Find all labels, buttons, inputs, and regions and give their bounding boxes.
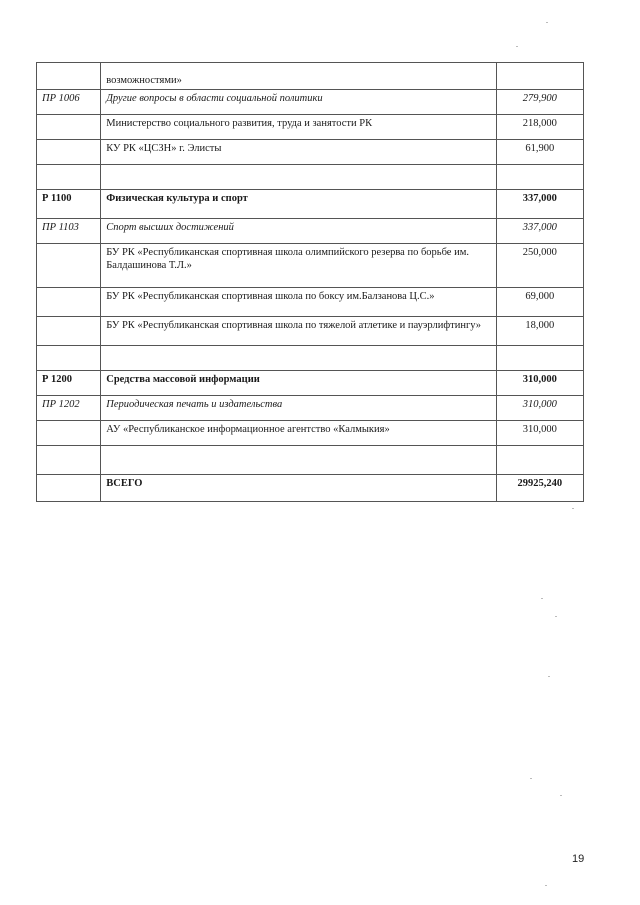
scan-speck: [555, 616, 557, 617]
row-name: БУ РК «Республиканская спортивная школа олимпийского резерва по борьбе им. Балдашинова Т.Л.»: [101, 244, 496, 288]
table-row: [37, 475, 584, 502]
row-name: Министерство социального развития, труда и занятости РК: [101, 115, 496, 140]
scan-speck: [548, 676, 550, 677]
table-row: [37, 115, 584, 140]
row-amount: 29925,240: [496, 475, 583, 502]
row-name: БУ РК «Республиканская спортивная школа по тяжелой атлетике и пауэрлифтингу»: [101, 317, 496, 346]
scan-speck: [541, 598, 543, 599]
row-amount: 61,900: [496, 140, 583, 165]
row-name: БУ РК «Республиканская спортивная школа по боксу им.Балзанова Ц.С.»: [101, 288, 496, 317]
table-row: [37, 396, 584, 421]
row-amount: 279,900: [496, 90, 583, 115]
row-code: ПР 1103: [37, 219, 101, 244]
row-name: [101, 446, 496, 475]
table-row: [37, 446, 584, 475]
table-row: [37, 421, 584, 446]
budget-table-body: [37, 63, 584, 502]
row-name: Спорт высших достижений: [101, 219, 496, 244]
scan-speck: [545, 885, 547, 886]
row-code: [37, 446, 101, 475]
row-name: КУ РК «ЦСЗН» г. Элисты: [101, 140, 496, 165]
table-row: [37, 346, 584, 371]
row-name: [101, 346, 496, 371]
row-code: [37, 421, 101, 446]
table-row: [37, 371, 584, 396]
row-amount: 310,000: [496, 421, 583, 446]
scan-speck: [516, 46, 518, 47]
row-code: ПР 1202: [37, 396, 101, 421]
row-name: ВСЕГО: [101, 475, 496, 502]
row-amount: [496, 63, 583, 90]
row-code: Р 1200: [37, 371, 101, 396]
table-row: [37, 317, 584, 346]
row-code: [37, 140, 101, 165]
row-name: Периодическая печать и издательства: [101, 396, 496, 421]
row-amount: 250,000: [496, 244, 583, 288]
row-name: Другие вопросы в области социальной политики: [101, 90, 496, 115]
row-amount: 218,000: [496, 115, 583, 140]
row-code: [37, 165, 101, 190]
row-code: ПР 1006: [37, 90, 101, 115]
page-number: 19: [572, 853, 585, 865]
row-code: [37, 346, 101, 371]
row-code: Р 1100: [37, 190, 101, 219]
row-name: Физическая культура и спорт: [101, 190, 496, 219]
table-row: [37, 63, 584, 90]
table-row: [37, 219, 584, 244]
row-amount: 18,000: [496, 317, 583, 346]
row-code: [37, 244, 101, 288]
row-code: [37, 115, 101, 140]
scan-speck: [572, 508, 574, 509]
budget-table: [36, 62, 584, 502]
row-amount: 69,000: [496, 288, 583, 317]
table-row: [37, 140, 584, 165]
row-amount: 310,000: [496, 396, 583, 421]
row-code: [37, 475, 101, 502]
row-code: [37, 317, 101, 346]
row-code: [37, 288, 101, 317]
scan-speck: [546, 22, 548, 23]
row-name: [101, 165, 496, 190]
row-code: [37, 63, 101, 90]
row-name: АУ «Республиканское информационное агентство «Калмыкия»: [101, 421, 496, 446]
table-row: [37, 288, 584, 317]
row-name: Средства массовой информации: [101, 371, 496, 396]
scan-speck: [530, 778, 532, 779]
row-amount: 337,000: [496, 190, 583, 219]
scan-speck: [560, 795, 562, 796]
row-amount: [496, 446, 583, 475]
row-amount: [496, 346, 583, 371]
table-row: [37, 90, 584, 115]
row-name: возможностями»: [101, 63, 496, 90]
row-amount: 337,000: [496, 219, 583, 244]
row-amount: [496, 165, 583, 190]
row-amount: 310,000: [496, 371, 583, 396]
table-row: [37, 244, 584, 288]
table-row: [37, 190, 584, 219]
table-row: [37, 165, 584, 190]
